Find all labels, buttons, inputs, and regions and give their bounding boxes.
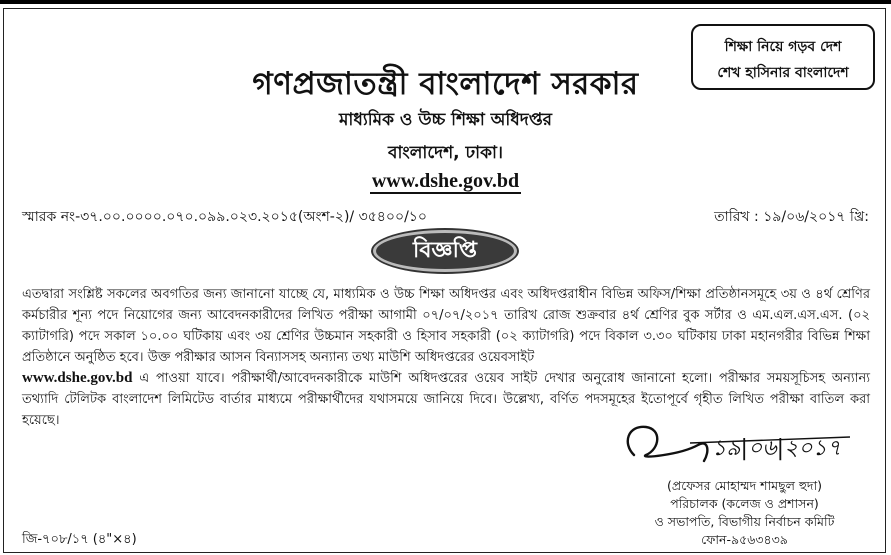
department-name: মাধ্যমিক ও উচ্চ শিক্ষা অধিদপ্তর [338, 110, 553, 130]
government-title: গণপ্রজাতন্ত্রী বাংলাদেশ সরকার [252, 66, 639, 102]
website-header[interactable] [0, 170, 891, 193]
top-rule [0, 0, 891, 4]
signatory-name: (প্রফেসর মোহাম্মদ শামছুল হুদা) [667, 478, 822, 493]
memo-number: স্মারক নং-৩৭.০০.০০০০.০৭০.০৯৯.০২৩.২০১৫(অংশ-২)/ ৩৫৪০০/১০ [22, 209, 427, 225]
signatory-block [612, 477, 877, 549]
notice-title-badge: বিজ্ঞপ্তি [373, 230, 517, 272]
signatory-phone: ফোন-৯৫৬৩৪৩৯ [701, 532, 788, 547]
notice-date: তারিখ : ১৯/০৬/২০১৭ খ্রি: [714, 209, 869, 225]
signatory-role: ও সভাপতি, বিভাগীয় নির্বাচন কমিটি [654, 514, 835, 529]
location: বাংলাদেশ, ঢাকা। [388, 143, 503, 163]
body-part-2: এ পাওয়া যাবে। পরীক্ষার্থী/আবেদনকারীকে মাউশি অধিদপ্তরের ওয়েব সাইট দেখার অনুরোধ জানানো হলো। পরীক্ষার সময়সূচিসহ অন্যান্য তথ্যাদি টেলিটক বাংলাদেশ লিমিটেড বার্তার মাধ্যমে পরীক্ষার্থীদের যথাসময়ে জানিয়ে দিবে। উল্লেখ্য, বর্ণিত পদসমূহের ইতোপূর্বে গৃহীত লিখিত পরীক্ষা বাতিল করা হয়েছে। [22, 371, 870, 428]
body-part-1: এতদ্বারা সংশ্লিষ্ট সকলের অবগতির জন্য জানানো যাচ্ছে যে, মাধ্যমিক ও উচ্চ শিক্ষা অধিদপ্তর এবং অধিদপ্তরাধীন বিভিন্ন অফিস/শিক্ষা প্রতিষ্ঠানসমূহে ৩য় ও ৪র্থ শ্রেণির কর্মচারীর শূন্য পদে নিয়োগের জন্য আবেদনকারীদের লিখিত পরীক্ষা আগামী ০৭/০৭/২০১৭ তারিখ রোজ শুক্রবার ৪র্থ শ্রেণির বুক সর্টার ও এম.এল.এস.এস. (০২ ক্যাটাগরি) পদে সকাল ১০.০০ ঘটিকায় এবং ৩য় শ্রেণির উচ্চমান সহকারী ও হিসাব সহকারী (০২ ক্যাটাগরি) পদে বিকাল ৩.৩০ ঘটিকায় ঢাকা মহানগরীর বিভিন্ন শিক্ষা প্রতিষ্ঠানে অনুষ্ঠিত হবে। উক্ত পরীক্ষার আসন বিন্যাসসহ অন্যান্য তথ্য মাউশি অধিদপ্তরের ওয়েবসাইট [22, 287, 870, 365]
signature-date: ১৯|০৬|২০১৭ [712, 436, 842, 461]
website-link[interactable]: www.dshe.gov.bd [371, 170, 520, 192]
slogan-line-1: শিক্ষা নিয়ে গড়ব দেশ [724, 39, 842, 55]
notice-body [22, 284, 870, 431]
reference-code: জি-৭০৮/১৭ (৪"×৪) [22, 532, 137, 547]
signature-drawing [620, 415, 860, 477]
slogan-line-2: শেখ হাসিনার বাংলাদেশ [717, 65, 849, 81]
signature [620, 415, 860, 481]
signatory-title: পরিচালক (কলেজ ও প্রশাসন) [670, 496, 819, 511]
body-website-link[interactable]: www.dshe.gov.bd [22, 370, 133, 386]
